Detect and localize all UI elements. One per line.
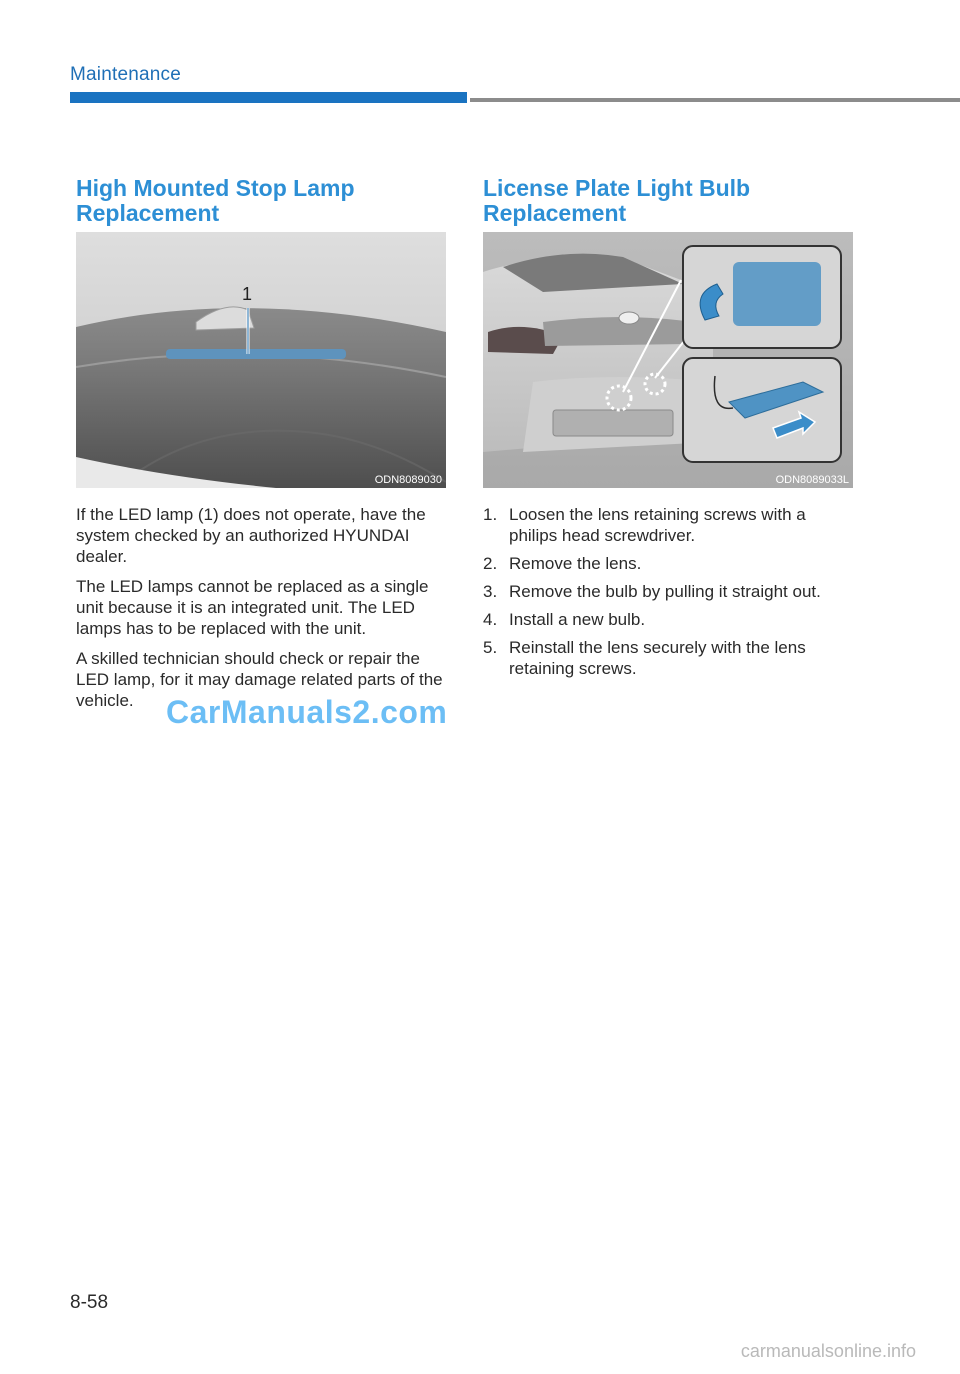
stop-lamp-title: High Mounted Stop Lamp Replacement xyxy=(76,175,355,226)
stop-lamp-illustration xyxy=(76,232,446,488)
section-label: Maintenance xyxy=(70,64,181,85)
license-plate-title: License Plate Light Bulb Replacement xyxy=(483,175,751,226)
paragraph: If the LED lamp (1) does not operate, have the system checked by an authorized HYUNDAI dealer. xyxy=(76,505,426,566)
license-plate-body xyxy=(483,504,853,679)
paragraph: The LED lamps cannot be replaced as a single unit because it is an integrated unit. The LED lamps has to be replaced with the unit. xyxy=(76,577,429,638)
figure-code: ODN8089030 xyxy=(374,474,442,486)
steps-list xyxy=(483,504,853,679)
stop-lamp-figure xyxy=(76,232,446,488)
list-item: 4. Install a new bulb. xyxy=(483,610,646,629)
watermark: CarManuals2.com xyxy=(166,694,448,730)
right-column xyxy=(483,176,853,686)
led-lamp-highlight xyxy=(166,349,346,359)
left-column xyxy=(76,176,446,720)
figure-code: ODN8089033L xyxy=(775,474,849,486)
header-rule-blue xyxy=(70,92,467,103)
paragraph: A skilled technician should check or repair the LED lamp, for it may damage related parts of the vehicle. xyxy=(76,649,443,710)
license-plate-illustration xyxy=(483,232,853,488)
license-plate-figure xyxy=(483,232,853,488)
page-number: 8-58 xyxy=(70,1292,109,1313)
list-item: 1. Loosen the lens retaining screws with a philips head screwdriver. xyxy=(483,505,806,545)
footer-watermark: carmanualsonline.info xyxy=(740,1341,916,1361)
header-rule-gray xyxy=(470,98,960,102)
callout-number: 1 xyxy=(242,284,253,304)
list-item: 3. Remove the bulb by pulling it straight out. xyxy=(483,582,821,601)
list-item: 2. Remove the lens. xyxy=(483,554,642,573)
stop-lamp-body xyxy=(76,504,446,711)
list-item: 5. Reinstall the lens securely with the lens retaining screws. xyxy=(483,638,806,678)
